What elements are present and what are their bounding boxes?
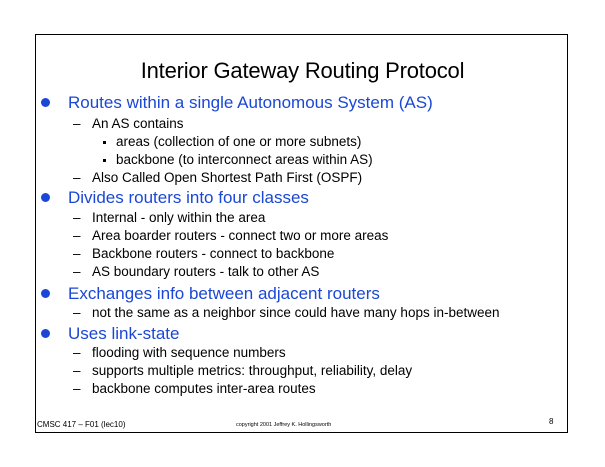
sub-item-text: Internal - only within the area [92, 210, 266, 225]
sub-item-text: backbone computes inter-area routes [92, 381, 316, 396]
bullet-dot-icon [41, 289, 50, 298]
sub-item [73, 381, 316, 396]
bullet-text: Uses link-state [68, 324, 180, 343]
sub-item-text: Area boarder routers - connect two or more areas [92, 228, 389, 243]
sub-sub-item [116, 152, 373, 167]
bullet-item [68, 188, 309, 208]
dash-icon: – [73, 264, 81, 279]
sub-item-text: Also Called Open Shortest Path First (OSPF) [92, 170, 363, 185]
sub-sub-item [116, 134, 361, 149]
dash-icon: – [73, 345, 81, 360]
sub-item [73, 305, 500, 320]
dash-icon: – [73, 210, 81, 225]
sub-sub-item-text: areas (collection of one or more subnets) [116, 134, 362, 149]
sub-item-text: flooding with sequence numbers [92, 345, 286, 360]
sub-item-text: AS boundary routers - talk to other AS [92, 264, 320, 279]
bullet-item [68, 93, 433, 113]
sub-item [73, 264, 320, 279]
sub-item-text: An AS contains [92, 116, 184, 131]
bullet-dot-icon [41, 193, 50, 202]
dash-icon: – [73, 381, 81, 396]
sub-item [73, 363, 413, 378]
bullet-dot-icon [41, 98, 50, 107]
bullet-dot-icon [41, 329, 50, 338]
bullet-text: Routes within a single Autonomous System (AS) [68, 93, 433, 112]
square-bullet-icon [103, 141, 106, 144]
bullet-item [68, 284, 380, 304]
sub-item [73, 116, 184, 131]
bullet-text: Exchanges info between adjacent routers [68, 284, 380, 303]
sub-item-text: supports multiple metrics: throughput, reliability, delay [92, 363, 413, 378]
dash-icon: – [73, 305, 81, 320]
dash-icon: – [73, 170, 81, 185]
dash-icon: – [73, 246, 81, 261]
page-number: 8 [549, 417, 554, 426]
footer-copyright: copyright 2001 Jeffrey K. Hollingsworth [236, 422, 332, 428]
sub-item [73, 228, 389, 243]
dash-icon: – [73, 363, 81, 378]
sub-item [73, 170, 363, 185]
sub-item-text: Backbone routers - connect to backbone [92, 246, 335, 261]
sub-sub-item-text: backbone (to interconnect areas within AS) [116, 152, 373, 167]
dash-icon: – [73, 116, 81, 131]
dash-icon: – [73, 228, 81, 243]
bullet-item [68, 324, 179, 344]
bullet-text: Divides routers into four classes [68, 188, 309, 207]
slide-title: Interior Gateway Routing Protocol [140, 58, 465, 83]
sub-item [73, 345, 286, 360]
sub-item [73, 210, 266, 225]
footer-course: CMSC 417 – F01 (lec10) [37, 420, 126, 429]
sub-item [73, 246, 335, 261]
sub-item-text: not the same as a neighbor since could have many hops in-between [92, 305, 500, 320]
square-bullet-icon [103, 159, 106, 162]
